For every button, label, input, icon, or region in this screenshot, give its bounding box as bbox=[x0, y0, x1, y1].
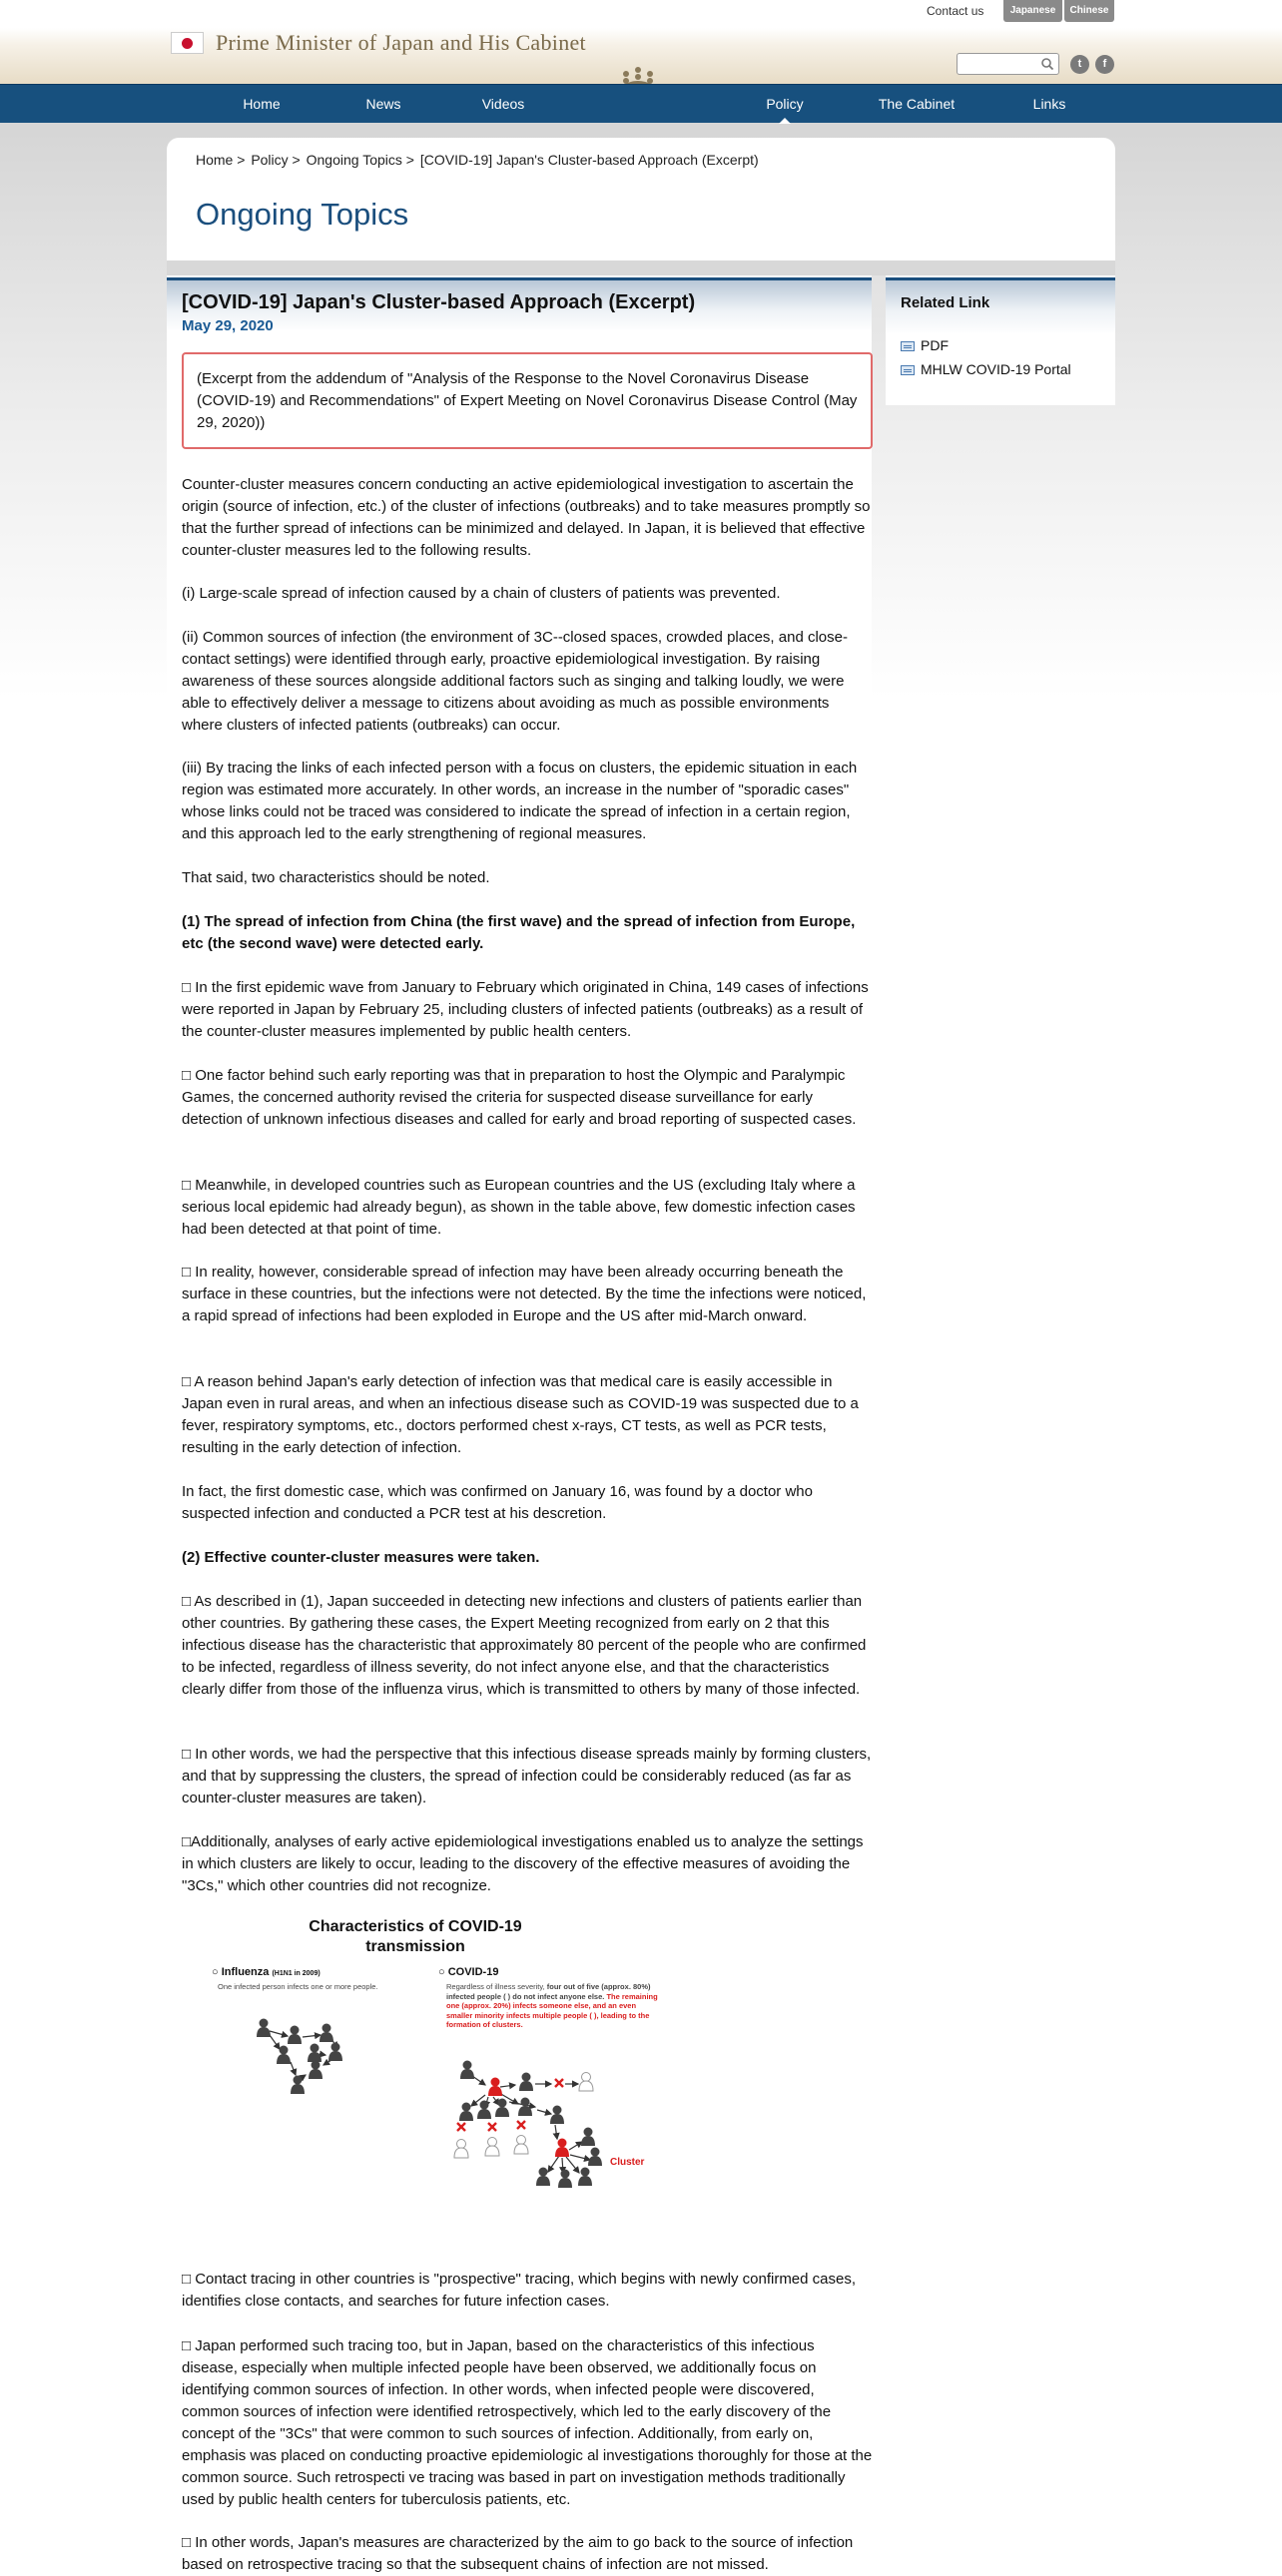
covid-label: ○ COVID-19 bbox=[438, 1966, 499, 1978]
influenza-note: One infected person infects one or more people. bbox=[218, 1982, 378, 1991]
facebook-icon[interactable]: f bbox=[1095, 55, 1114, 74]
paragraph: □Additionally, analyses of early active epidemiological investigations enabled us to analyze the settings in which clusters are likely to occur, leading to the discovery of the effective measures of avoiding the "3Cs," which other countries did not recognize. bbox=[182, 1833, 864, 1894]
covid-note-part3: The remaining one (approx. 20%) infects someone else, and an even smaller minority infects multiple people ( ), leading to the formation of clusters. bbox=[446, 1991, 658, 2029]
covid-note-part2: four out of five (approx. 80%) infected people ( ) do not infect anyone else. bbox=[446, 1982, 651, 2001]
paragraph: (ii) Common sources of infection (the environment of 3C--closed spaces, crowded places, and close-contact settings) were identified through early, proactive epidemiological investigation. By raising awareness of these sources alongside additional factors such as singing and talking loudly, we were able to effectively deliver a message to citizens about avoiding as much as possible environments where clusters of infected patients (outbreaks) can occur. bbox=[182, 629, 848, 734]
sidebar-title: Related Link bbox=[901, 294, 990, 311]
nav-news[interactable]: News bbox=[365, 96, 401, 112]
paragraph: (iii) By tracing the links of each infected person with a focus on clusters, the epidemic situation in each region was estimated more accurately. In other words, an increase in the number of "sporadic cases" whose links could not be traced was considered to indicate the spread of infection in a certain region, and this approach led to the early strengthening of regional measures. bbox=[182, 760, 858, 842]
paragraph: □ As described in (1), Japan succeeded in detecting new infections and clusters of patients earlier than other countries. By gathering these cases, the Expert Meeting recognized from early on 2 that this infectious disease has the characteristic that approximately 80 percent of the people who are confirmed to be infected, regardless of illness severity, do not infect anyone else, and that the characteristics clearly differ from those of the influenza virus, which is transmitted to others by many of those infected. bbox=[182, 1593, 867, 1698]
article-title: [COVID-19] Japan's Cluster-based Approach (Excerpt) bbox=[182, 291, 696, 313]
section-heading: (2) Effective counter-cluster measures were taken. bbox=[182, 1549, 540, 1566]
article-date: May 29, 2020 bbox=[182, 317, 274, 334]
sidebar-link-label[interactable]: MHLW COVID-19 Portal bbox=[921, 361, 1071, 377]
lang-chinese-button[interactable]: Chinese bbox=[1064, 0, 1114, 22]
paragraph: That said, two characteristics should be noted. bbox=[182, 869, 490, 886]
breadcrumb bbox=[196, 152, 761, 168]
cluster-label: Cluster bbox=[610, 2157, 645, 2168]
sidebar-link-pdf[interactable] bbox=[901, 337, 949, 353]
section-heading: (1) The spread of infection from China (the first wave) and the spread of infection from Europe, etc (the second wave) were detected early. bbox=[182, 913, 856, 952]
paragraph: □ In the first epidemic wave from January to February which originated in China, 149 cases of infections were reported in Japan by February 25, including clusters of infected patients (outbreaks) as a result of the counter-cluster measures implemented by public health centers. bbox=[182, 979, 869, 1040]
transmission-diagram bbox=[196, 1917, 665, 2247]
nav-home[interactable]: Home bbox=[243, 96, 281, 112]
divider bbox=[167, 260, 1115, 275]
figure-title: Characteristics of COVID-19 transmission bbox=[309, 1918, 522, 1955]
paragraph: In fact, the first domestic case, which was confirmed on January 16, was found by a doctor who suspected infection and conducted a PCR test at his descretion. bbox=[182, 1483, 813, 1522]
transmission-figure bbox=[196, 1917, 665, 2247]
paragraph: □ Meanwhile, in developed countries such as European countries and the US (excluding Italy where a serious local epidemic had already begun), as shown in the table above, few domestic infection cases had been detected at that point of time. bbox=[182, 1177, 856, 1238]
document-icon bbox=[901, 341, 915, 351]
breadcrumb-current: [COVID-19] Japan's Cluster-based Approach (Excerpt) bbox=[419, 152, 759, 168]
paragraph: □ Japan performed such tracing too, but in Japan, based on the characteristics of this infectious disease, especially when multiple infected people have been observed, we additionally focus on identifying common sources of infection. In other words, when infected people were discovered, common sources of infection were identified retrospectively, which led to the early discovery of the concept of the "3Cs" that were common to such sources of infection. Additionally, from early on, emphasis was placed on conducting proactive epidemiologic al investigations thoroughly for those at the common source. Such retrospecti ve tracing was based in part on investigation methods traditionally used by public health centers for tuberculosis patients, etc. bbox=[182, 2337, 873, 2508]
breadcrumb-ongoing-topics[interactable]: Ongoing Topics > bbox=[306, 152, 414, 168]
paragraph: □ A reason behind Japan's early detection of infection was that medical care is easily accessible in Japan even in rural areas, and when an infectious disease such as COVID-19 was suspected due to a fever, respiratory symptoms, etc., doctors performed chest x-rays, CT tests, as well as PCR tests, resulting in the early detection of infection. bbox=[182, 1373, 859, 1456]
sidebar-link-mhlw[interactable] bbox=[901, 361, 1071, 377]
paragraph: □ One factor behind such early reporting was that in preparation to host the Olympic and Paralympic Games, the concerned authority revised the criteria for suspected disease surveillance for early detection of unknown infectious diseases and called for early and broad reporting of suspected cases. bbox=[182, 1067, 857, 1128]
paragraph: □ In reality, however, considerable spread of infection may have been already occurring beneath the surface in these countries, but the infections were not detected. By the time the infections were noticed, a rapid spread of infections had been exploded in Europe and the US after mid-March onward. bbox=[182, 1264, 867, 1324]
nav-videos[interactable]: Videos bbox=[481, 96, 525, 112]
site-title[interactable]: Prime Minister of Japan and His Cabinet bbox=[216, 30, 586, 55]
nav-links[interactable]: Links bbox=[1032, 96, 1066, 112]
paragraph: □ Contact tracing in other countries is "prospective" tracing, which begins with newly confirmed cases, identifies close contacts, and searches for future infection cases. bbox=[182, 2271, 857, 2310]
japan-flag-icon bbox=[171, 32, 204, 54]
document-icon bbox=[901, 365, 915, 375]
paragraph: □ In other words, we had the perspective that this infectious disease spreads mainly by forming clusters, and that by suppressing the clusters, the spread of infection could be considerably reduced (as far as counter-cluster measures are taken). bbox=[182, 1746, 872, 1806]
covid-people bbox=[459, 2061, 602, 2189]
covid-note-part1: Regardless of illness severity, bbox=[446, 1982, 547, 1991]
breadcrumb-home[interactable]: Home > bbox=[196, 152, 246, 168]
search-icon[interactable] bbox=[1040, 57, 1054, 71]
main-nav bbox=[0, 84, 1282, 123]
paragraph: □ In other words, Japan's measures are characterized by the aim to go back to the source of infection based on retrospective tracing so that the subsequent chains of infection are not missed. bbox=[182, 2534, 854, 2573]
twitter-icon[interactable]: t bbox=[1070, 55, 1089, 74]
contact-us-link[interactable]: Contact us bbox=[927, 4, 984, 18]
nav-the-cabinet[interactable]: The Cabinet bbox=[878, 96, 956, 112]
influenza-people bbox=[257, 2019, 342, 2095]
page-title: Ongoing Topics bbox=[196, 197, 409, 232]
excerpt-box: (Excerpt from the addendum of "Analysis of the Response to the Novel Coronavirus Disease (COVID-19) and Recommendations" of Expert Meeting on Novel Coronavirus Disease Control (May 29, 2020)) bbox=[182, 352, 873, 449]
paragraph: Counter-cluster measures concern conducting an active epidemiological investigation to ascertain the origin (source of infection, etc.) of the cluster of infections (outbreaks) and to take measures promptly so that the further spread of infections can be minimized and delayed. In Japan, it is believed that effective counter-cluster measures led to the following results. bbox=[182, 476, 871, 559]
sidebar-link-label[interactable]: PDF bbox=[921, 337, 949, 353]
influenza-label: ○ Influenza bbox=[212, 1966, 270, 1978]
paragraph: (i) Large-scale spread of infection caused by a chain of clusters of patients was prevented. bbox=[182, 585, 781, 602]
nav-policy[interactable]: Policy bbox=[750, 85, 820, 124]
breadcrumb-policy[interactable]: Policy > bbox=[251, 152, 301, 168]
lang-japanese-button[interactable]: Japanese bbox=[1003, 0, 1062, 22]
influenza-sublabel: (H1N1 in 2009) bbox=[272, 1970, 320, 1977]
